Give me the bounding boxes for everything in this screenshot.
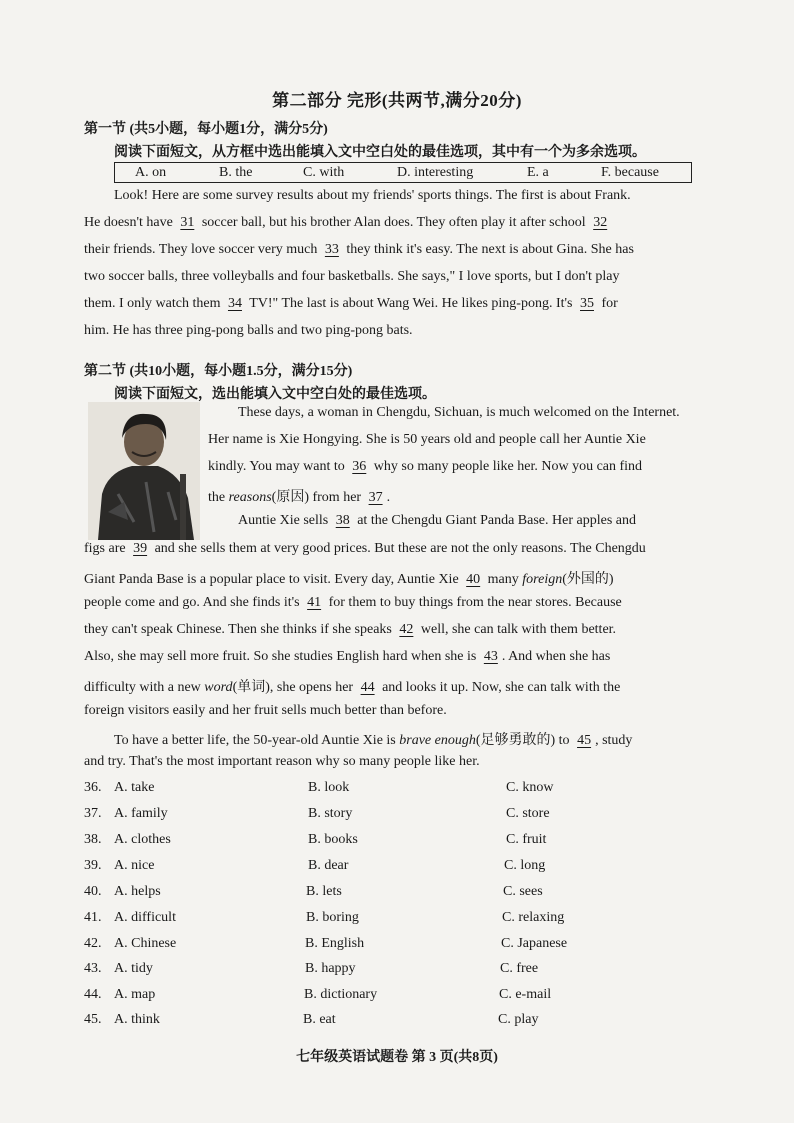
text: . And when she has	[501, 649, 611, 664]
choice-a: A. helps	[114, 884, 161, 899]
question-number: 44.	[84, 987, 102, 1002]
text: why so many people like her. Now you can find	[373, 459, 643, 474]
choice-c: C. Japanese	[501, 936, 568, 951]
blank-35: 35	[580, 296, 594, 311]
choice-c: C. play	[498, 1012, 539, 1027]
question-number: 38.	[84, 832, 102, 847]
question-number: 41.	[84, 910, 102, 925]
woman-photo	[88, 402, 200, 540]
text: Giant Panda Base is a popular place to visit. Every day, Auntie Xie	[84, 572, 459, 587]
text: the	[208, 490, 226, 505]
option-c: C. with	[303, 165, 345, 180]
text: for	[601, 296, 618, 311]
page-footer: 七年级英语试题卷 第 3 页(共8页)	[296, 1050, 498, 1065]
text: To have a better life, the 50-year-old Auntie Xie is	[114, 733, 396, 748]
blank-37: 37	[368, 490, 383, 505]
text: and looks it up. Now, she can talk with the	[382, 680, 621, 695]
option-b: B. the	[219, 165, 253, 180]
text: difficulty with a new	[84, 680, 201, 695]
text: Auntie Xie sells	[238, 513, 329, 528]
passage2-line	[84, 649, 610, 665]
choice-a: A. difficult	[114, 910, 176, 925]
choice-b: B. boring	[306, 910, 359, 925]
blank-42: 42	[399, 622, 414, 637]
passage2-line	[208, 486, 390, 506]
choice-b: B. dictionary	[304, 987, 378, 1002]
text: word	[204, 680, 233, 695]
passage2-line	[84, 568, 614, 588]
choice-a: A. tidy	[114, 961, 153, 976]
passage2-line	[84, 541, 646, 557]
option-d: D. interesting	[397, 165, 474, 180]
passage2-line	[84, 595, 622, 611]
question-number: 45.	[84, 1012, 102, 1027]
passage1-line: him. He has three ping-pong balls and two ping-pong bats.	[84, 323, 413, 338]
choice-a: A. clothes	[114, 832, 171, 847]
question-number: 39.	[84, 858, 102, 873]
text: .	[386, 490, 391, 505]
choice-a: A. take	[114, 780, 155, 795]
text: foreign	[522, 572, 563, 587]
text: they think it's easy. The next is about Gina. She has	[346, 242, 634, 257]
blank-38: 38	[335, 513, 350, 528]
choice-b: B. books	[308, 832, 358, 847]
blank-40: 40	[466, 572, 481, 587]
passage2-line	[114, 729, 632, 749]
text: figs are	[84, 541, 126, 556]
choice-c: C. free	[500, 961, 539, 976]
text: well, she can talk with them better.	[420, 622, 617, 637]
passage2-line: and try. That's the most important reason why so many people like her.	[84, 754, 480, 769]
blank-41: 41	[307, 595, 322, 610]
text: reasons	[228, 490, 272, 505]
choice-a: A. Chinese	[114, 936, 177, 951]
text: and she sells them at very good prices. But these are not the only reasons. The Chengdu	[154, 541, 646, 556]
choice-c: C. long	[504, 858, 546, 873]
passage2-line	[84, 676, 620, 696]
choice-b: B. dear	[308, 858, 349, 873]
choice-b: B. story	[308, 806, 353, 821]
choice-b: B. look	[308, 780, 350, 795]
section2-heading: 第二节 (共10小题，每小题1.5分，满分15分)	[84, 364, 353, 379]
question-number: 37.	[84, 806, 102, 821]
choice-b: B. English	[305, 936, 365, 951]
choice-b: B. lets	[306, 884, 342, 899]
choice-c: C. know	[506, 780, 554, 795]
question-number: 42.	[84, 936, 102, 951]
blank-36: 36	[352, 459, 367, 474]
choice-c: C. sees	[503, 884, 543, 899]
question-number: 36.	[84, 780, 102, 795]
passage1-line: two soccer balls, three volleyballs and four basketballs. She says," I love sports, but I don't play	[84, 269, 620, 284]
text: their friends. They love soccer very much	[84, 242, 318, 257]
passage1-line: Look! Here are some survey results about my friends' sports things. The first is about Frank.	[114, 188, 631, 203]
passage1-line	[84, 215, 611, 231]
text: brave enough	[399, 733, 476, 748]
question-number: 40.	[84, 884, 102, 899]
passage1-line	[84, 242, 634, 258]
choice-a: A. nice	[114, 858, 155, 873]
choice-c: C. relaxing	[502, 910, 565, 925]
option-e: E. a	[527, 165, 549, 180]
passage1-line	[84, 296, 618, 312]
choice-c: C. store	[506, 806, 550, 821]
blank-39: 39	[133, 541, 148, 556]
choice-a: A. think	[114, 1012, 160, 1027]
choice-a: A. family	[114, 806, 168, 821]
option-f: F. because	[601, 165, 659, 180]
page-title: 第二部分 完形(共两节,满分20分)	[272, 91, 522, 110]
text: TV!" The last is about Wang Wei. He likes ping-pong. It's	[249, 296, 573, 311]
text: (外国的)	[562, 572, 614, 587]
option-box	[114, 162, 692, 183]
text: they can't speak Chinese. Then she thinks if she speaks	[84, 622, 392, 637]
choice-c: C. e-mail	[499, 987, 552, 1002]
choice-b: B. eat	[303, 1012, 336, 1027]
text: (原因) from her	[271, 490, 362, 505]
section1-instruction: 阅读下面短文，从方框中选出能填入文中空白处的最佳选项，其中有一个为多余选项。	[114, 145, 646, 160]
text: them. I only watch them	[84, 296, 221, 311]
text: (足够勇敢的) to	[475, 733, 570, 748]
choice-c: C. fruit	[506, 832, 547, 847]
question-number: 43.	[84, 961, 102, 976]
text: Also, she may sell more fruit. So she studies English hard when she is	[84, 649, 477, 664]
passage2-line: foreign visitors easily and her fruit sells much better than before.	[84, 703, 447, 718]
text: , study	[595, 733, 633, 748]
passage2-line	[238, 513, 636, 529]
option-a: A. on	[135, 165, 167, 180]
passage2-line	[208, 459, 642, 475]
text: kindly. You may want to	[208, 459, 345, 474]
blank-34: 34	[227, 296, 242, 311]
section2-instruction: 阅读下面短文，选出能填入文中空白处的最佳选项。	[114, 387, 436, 402]
passage2-line: Her name is Xie Hongying. She is 50 years old and people call her Auntie Xie	[208, 432, 646, 447]
text: at the Chengdu Giant Panda Base. Her apples and	[357, 513, 636, 528]
blank-32: 32	[593, 215, 608, 230]
text: (单词), she opens her	[232, 680, 354, 695]
blank-45: 45	[577, 733, 592, 748]
blank-43: 43	[483, 649, 498, 664]
blank-31: 31	[180, 215, 195, 230]
choice-b: B. happy	[305, 961, 356, 976]
text: many	[487, 572, 519, 587]
choice-a: A. map	[114, 987, 156, 1002]
blank-44: 44	[360, 680, 375, 695]
text: people come and go. And she finds it's	[84, 595, 300, 610]
section1-heading: 第一节 (共5小题，每小题1分，满分5分)	[84, 122, 328, 137]
text: soccer ball, but his brother Alan does. They often play it after school	[201, 215, 586, 230]
text: for them to buy things from the near stores. Because	[328, 595, 622, 610]
passage2-line: These days, a woman in Chengdu, Sichuan, is much welcomed on the Internet.	[238, 405, 680, 420]
text: He doesn't have	[84, 215, 173, 230]
blank-33: 33	[324, 242, 339, 257]
passage2-line	[84, 622, 616, 638]
